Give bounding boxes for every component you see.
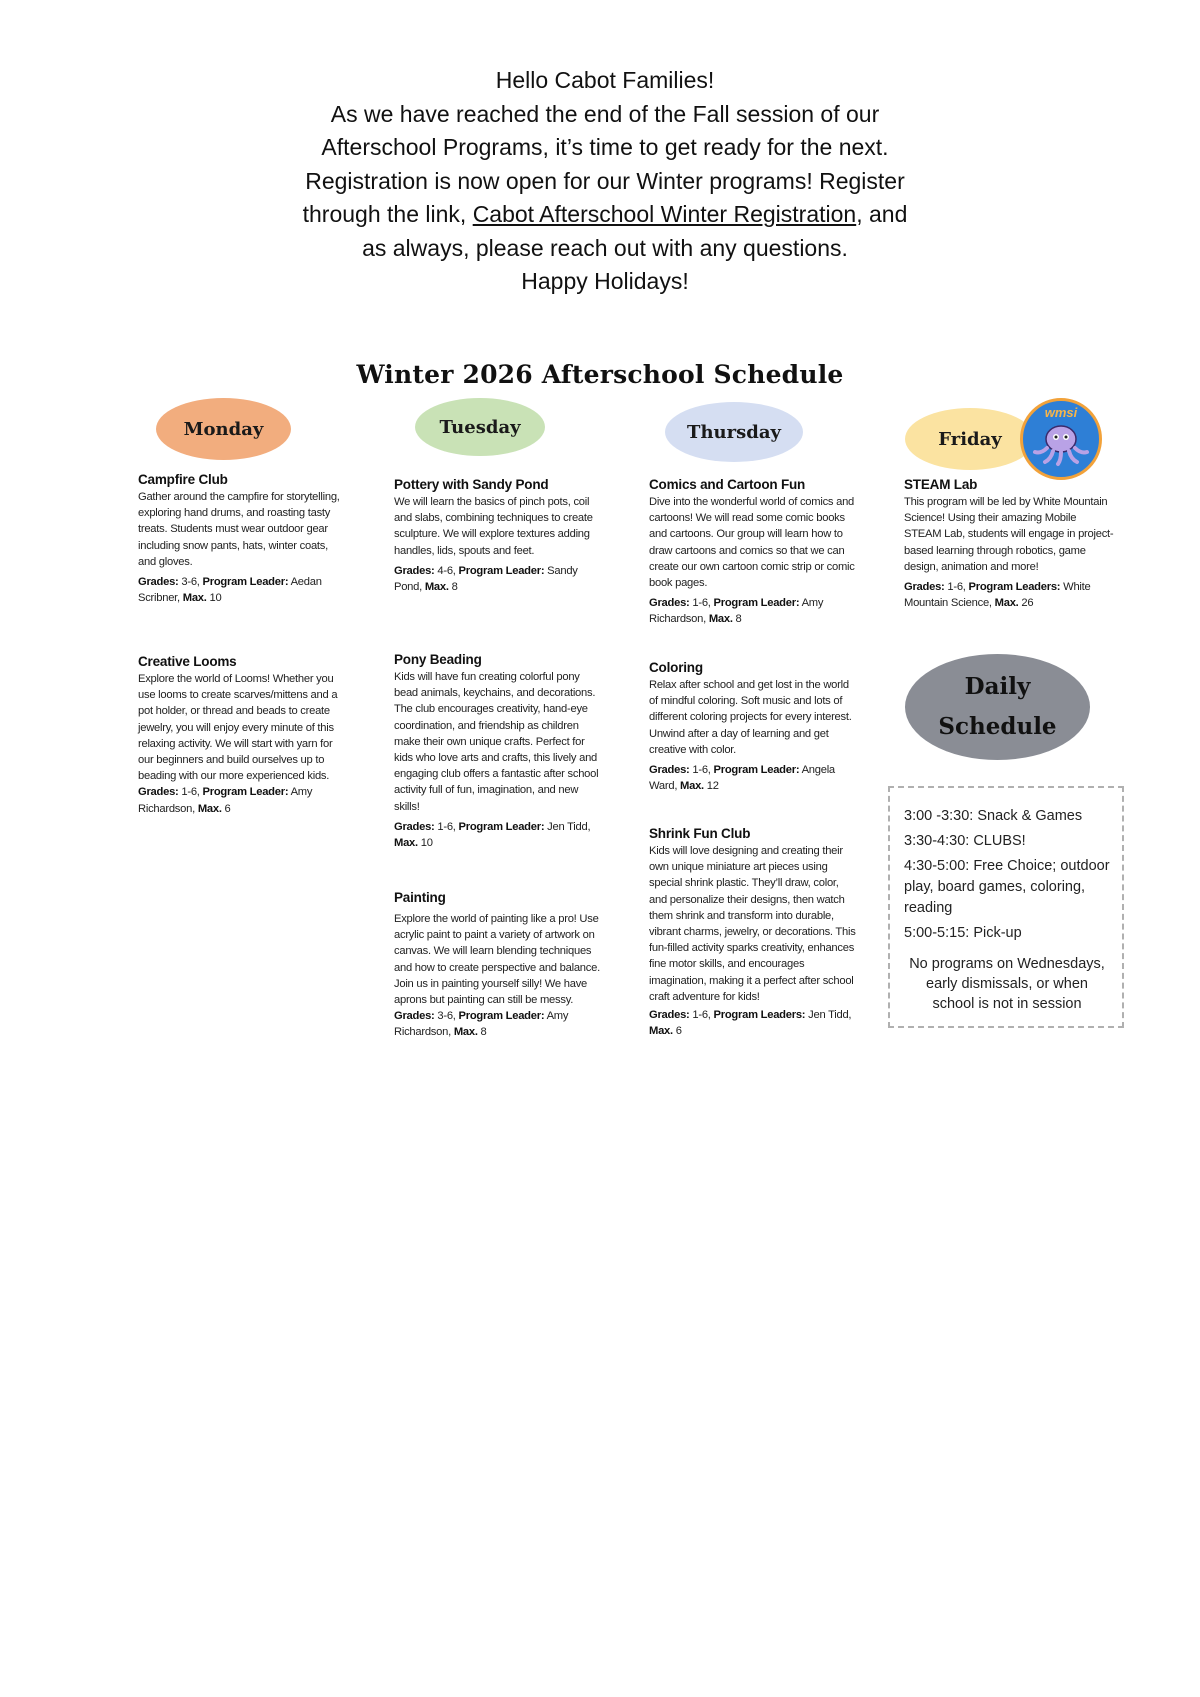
program-title: Comics and Cartoon Fun	[649, 477, 806, 492]
program-title: Creative Looms	[138, 654, 237, 669]
program-title: Coloring	[649, 660, 703, 675]
program-meta: Grades: 1-6, Program Leaders: White Mountain Science, Max. 26	[904, 581, 1091, 610]
program-description: Explore the world of painting like a pro! Use acrylic paint to paint a variety of artwork on canvas. We will learn blending techniques and how to create perspective and balance. Join us in painting yourself silly! We have aprons but painting can still be messy.	[394, 913, 600, 1007]
day-header-monday: Monday	[156, 398, 291, 460]
day-header-friday: Friday	[905, 408, 1035, 470]
intro-body: As we have reached the end of the Fall session of our Afterschool Programs, it’s time to get ready for the next. Registration is now open for our Winter programs! Register through the link, Cabot Afterschool Winter Registration, and as always, please reach out with any questions.	[302, 100, 908, 261]
closing: Happy Holidays!	[521, 268, 689, 294]
program-title: Pony Beading	[394, 652, 482, 667]
program-meta: Grades: 3-6, Program Leader: Aedan Scribner, Max. 10	[138, 576, 322, 605]
program-description: This program will be led by White Mountain Science! Using their amazing Mobile STEAM Lab, students will engage in project-based learning through robotics, game design, animation and more!	[904, 496, 1114, 573]
program-creative-looms	[138, 654, 348, 817]
greeting: Hello Cabot Families!	[495, 67, 715, 93]
intro-message	[300, 64, 910, 299]
program-description: Dive into the wonderful world of comics and cartoons! We will read some comic books and cartoons. Our group will learn how to draw cartoons and comics so that we can create our own cartoon comic strip or comic book pages.	[649, 496, 855, 590]
schedule-row: 5:00-5:15: Pick-up	[904, 925, 1022, 941]
program-painting	[394, 890, 604, 1041]
program-description: Gather around the campfire for storytelling, exploring hand drums, and roasting tasty treats. Students must wear outdoor gear including snow pants, hats, winter coats, and gloves.	[138, 491, 340, 568]
program-meta: Grades: 4-6, Program Leader: Sandy Pond, Max. 8	[394, 564, 578, 594]
program-shrink-fun	[649, 826, 859, 1039]
program-title: Painting	[394, 890, 446, 905]
day-header-thursday: Thursday	[665, 402, 803, 462]
program-title: Campfire Club	[138, 472, 228, 487]
program-title: STEAM Lab	[904, 477, 978, 492]
program-steam-lab	[904, 477, 1114, 611]
program-pony-beading	[394, 652, 604, 851]
logo-text: wmsi	[1044, 405, 1078, 420]
program-description: Kids will love designing and creating their own unique miniature art pieces using special shrink plastic. They’ll draw, color, and personalize their designs, then watch them shrink and transform into durable, vibrant charms, jewelry, or decorations. This fun-filled activity sparks creativity, enhances fine motor skills, and encourages imagination, making it a perfect after school craft adventure for kids!	[649, 845, 856, 1003]
schedule-title: Winter 2026 Afterschool Schedule	[356, 360, 844, 389]
octopus-icon	[1023, 401, 1099, 477]
program-comics	[649, 477, 859, 628]
program-description: We will learn the basics of pinch pots, coil and slabs, combining techniques to create sculpture. We will explore textures adding handles, lids, spouts and feet.	[394, 496, 593, 557]
registration-link[interactable]: Cabot Afterschool Winter Registration	[472, 201, 857, 227]
program-meta: Grades: 1-6, Program Leader: Amy Richardson, Max. 6	[138, 786, 313, 815]
program-description: Kids will have fun creating colorful pony bead animals, keychains, and decorations. The club encourages creativity, hand-eye coordination, and friendship as children make their own unique crafts. Perfect for kids who love arts and crafts, this lively and engaging club offers a fantastic after school activity full of fun, imagination, and new skills!	[394, 671, 599, 813]
schedule-row: 3:00 -3:30: Snack & Games	[904, 808, 1083, 824]
schedule-row: 4:30-5:00: Free Choice; outdoor play, board games, coloring, reading	[904, 858, 1110, 916]
wmsi-logo	[1020, 398, 1102, 480]
program-title: Shrink Fun Club	[649, 826, 751, 841]
daily-schedule-header: Daily Schedule	[905, 654, 1090, 760]
program-meta: Grades: 1-6, Program Leader: Amy Richardson, Max. 8	[649, 597, 824, 626]
program-meta: Grades: 1-6, Program Leader: Angela Ward, Max. 12	[649, 764, 835, 793]
program-campfire-club	[138, 472, 348, 606]
program-description: Relax after school and get lost in the world of mindful coloring. Soft music and lots of different coloring projects for every interest. Unwind after a day of learning and get creative with color.	[649, 679, 852, 756]
program-coloring	[649, 660, 859, 794]
program-pottery	[394, 477, 604, 595]
day-header-tuesday: Tuesday	[415, 398, 545, 456]
schedule-note: No programs on Wednesdays, early dismissals, or when school is not in session	[909, 956, 1105, 1012]
schedule-row: 3:30-4:30: CLUBS!	[904, 833, 1026, 849]
program-meta: Grades: 1-6, Program Leader: Jen Tidd, Max. 10	[394, 820, 591, 850]
daily-schedule-box	[888, 786, 1124, 1028]
program-meta: Grades: 1-6, Program Leaders: Jen Tidd, Max. 6	[649, 1009, 852, 1038]
program-title: Pottery with Sandy Pond	[394, 477, 549, 492]
program-meta: Grades: 3-6, Program Leader: Amy Richardson, Max. 8	[394, 1010, 569, 1039]
program-description: Explore the world of Looms! Whether you use looms to create scarves/mittens and a pot holder, or thread and beads to create jewelry, you will enjoy every minute of this relaxing activity. We will start with yarn for our beginners and build ourselves up to beading with our more experienced kids.	[138, 673, 338, 783]
